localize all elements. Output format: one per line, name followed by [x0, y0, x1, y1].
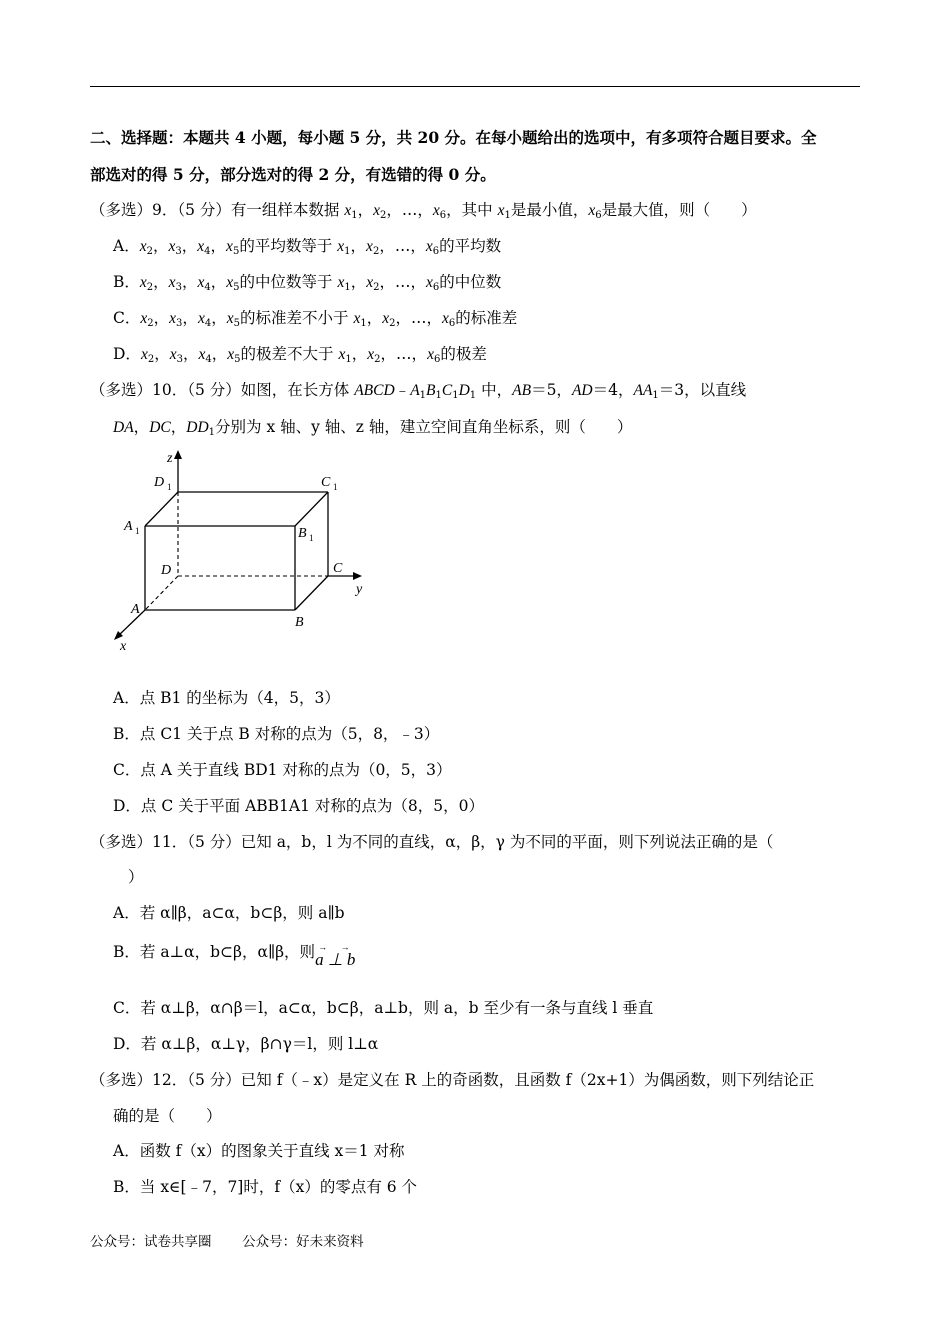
edge-c1b1 [295, 492, 328, 526]
label-d: D [161, 563, 172, 578]
y-arrow-icon [353, 572, 362, 580]
q10-option-b: B．点 C1 关于点 B 对称的点为（5，8，﹣3） [113, 725, 440, 743]
label-b1-sub: 1 [309, 533, 314, 543]
q9-option-a: A．$x_2$，$x_3$，$x_4$，$x_5$的平均数等于 $x_1$，$x_2$，…，$x_6$的平均数 [113, 237, 502, 257]
q12-option-b: B．当 x∈[﹣7，7]时，f（x）的零点有 6 个 [113, 1178, 418, 1196]
q11-option-b: B．若 a⊥α，b⊂β，α∥β，则 → → a ⊥ b [113, 942, 356, 969]
label-d1-sub: 1 [167, 482, 172, 492]
q11-option-a: A．若 α∥β，a⊂α，b⊂β，则 a∥b [113, 904, 345, 922]
q11-option-c: C．若 α⊥β，α∩β＝l，a⊂α，b⊂β，a⊥b，则 a，b 至少有一条与直线 l 垂直 [113, 999, 654, 1017]
q10-option-c: C．点 A 关于直线 BD1 对称的点为（0，5，3） [113, 761, 452, 779]
label-a: A [131, 602, 140, 617]
label-c1: C [321, 475, 331, 490]
section-heading-line2: 部选对的得 5 分，部分选对的得 2 分，有选错的得 0 分。 [90, 165, 496, 184]
q10-option-a: A．点 B1 的坐标为（4，5，3） [113, 689, 340, 707]
q12-stem-line2: 确的是（ ） [113, 1107, 222, 1125]
q10-stem-line2: DA，DC，$DD_1$分别为 x 轴、y 轴、z 轴，建立空间直角坐标系，则（ ） [113, 418, 633, 438]
cuboid-figure [112, 448, 372, 653]
label-d1: D [154, 475, 165, 490]
label-b1: B [298, 526, 307, 541]
section-heading-line1: 二、选择题：本题共 4 小题，每小题 5 分，共 20 分。在每小题给出的选项中，有多项符合题目要求。全 [90, 128, 817, 147]
label-y: y [356, 582, 363, 597]
header-rule [90, 86, 860, 87]
q9-stem: （多选）9．（5 分）有一组样本数据 $x_1$，$x_2$，…，$x_6$，其中 $x_1$是最小值，$x_6$是最大值，则（ ） [90, 201, 757, 221]
footer-text-2: 公众号：好未来资料 [242, 1234, 364, 1250]
label-x: x [120, 639, 127, 653]
footer [90, 1230, 364, 1250]
q9-option-b: B．$x_2$，$x_3$，$x_4$，$x_5$的中位数等于 $x_1$，$x_2$，…，$x_6$的中位数 [113, 273, 502, 293]
q9-option-d: D．$x_2$，$x_3$，$x_4$，$x_5$的极差不大于 $x_1$，$x_2$，…，$x_6$的极差 [113, 345, 487, 365]
label-b: B [295, 615, 304, 630]
q11-stem: （多选）11．（5 分）已知 a，b，l 为不同的直线，α，β，γ 为不同的平面，则下列说法正确的是（ [90, 833, 774, 851]
q11-stem-line2: ） [128, 868, 144, 886]
label-a1-sub: 1 [135, 526, 140, 536]
label-z: z [167, 451, 173, 466]
edge-da-hidden [145, 576, 178, 610]
q12-option-a: A．函数 f（x）的图象关于直线 x＝1 对称 [113, 1142, 405, 1160]
z-arrow-icon [174, 450, 182, 459]
q12-stem: （多选）12．（5 分）已知 f（﹣x）是定义在 R 上的奇函数，且函数 f（2x+1）为偶函数，则下列结论正 [90, 1071, 815, 1089]
vector-expression: → → a ⊥ b [315, 942, 356, 969]
edge-cb [295, 576, 328, 610]
label-c: C [333, 561, 343, 576]
edge-a1d1 [145, 492, 178, 526]
footer-text-1: 公众号：试卷共享圈 [90, 1234, 212, 1250]
q11-option-d: D．若 α⊥β，α⊥γ，β∩γ＝l，则 l⊥α [113, 1035, 379, 1053]
q10-stem: （多选）10．（5 分）如图，在长方体 $ABCD﹣A_1B_1C_1D_1$ 中，AB＝5，AD＝4，$AA_1=3$，以直线 [90, 381, 747, 401]
q10-option-d: D．点 C 关于平面 ABB1A1 对称的点为（8，5，0） [113, 797, 484, 815]
label-c1-sub: 1 [333, 482, 338, 492]
q9-option-c: C．$x_2$，$x_3$，$x_4$，$x_5$的标准差不小于 $x_1$，$x_2$，…，$x_6$的标准差 [113, 309, 518, 329]
label-a1: A [124, 519, 133, 534]
